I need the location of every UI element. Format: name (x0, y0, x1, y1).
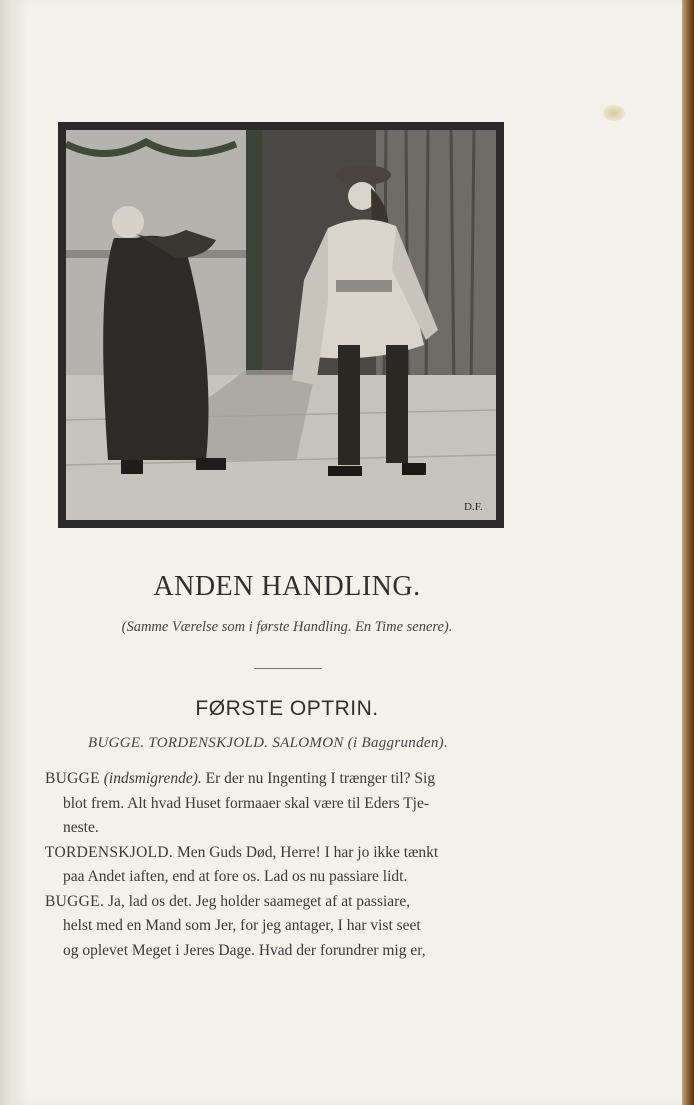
speaker-name: TORDENSKJOLD. (45, 843, 174, 861)
stage-direction: (Samme Værelse som i første Handling. En Time senere). (121, 619, 453, 635)
speaker-name: BUGGE. (45, 892, 105, 910)
speech-line: helst med en Mand som Jer, for jeg antager, I har vist seet (63, 917, 421, 934)
paper-stain (603, 105, 625, 121)
character-list: BUGGE. TORDENSKJOLD. SALOMON (i Baggrunden). (88, 735, 448, 751)
speech-line: Ja, lad os det. Jeg holder saameget af at passiare, (107, 892, 411, 910)
speech-line: Er der nu Ingenting I trænger til? Sig (205, 770, 436, 787)
speaker-name: BUGGE (45, 770, 100, 787)
scene-title: FØRSTE OPTRIN. (195, 697, 379, 720)
section-divider (254, 668, 322, 669)
stage-aside: (indsmigrende). (103, 770, 202, 787)
speech-line: blot frem. Alt hvad Huset formaaer skal være til Eders Tje- (63, 794, 430, 812)
act-title: ANDEN HANDLING. (153, 571, 421, 602)
speech-line: neste. (63, 819, 99, 836)
stage-scene-illustration (58, 122, 504, 528)
illustration-drawing (66, 130, 496, 520)
dialogue (45, 767, 532, 963)
svg-text:D.F.: D.F. (464, 501, 483, 513)
speech-line: og oplevet Meget i Jeres Dage. Hvad der forundrer mig er, (63, 941, 426, 959)
speech-line: paa Andet iaften, end at fore os. Lad os nu passiare lidt. (63, 868, 408, 885)
book-spine-edge (682, 0, 694, 1105)
speech-bugge-2 (45, 890, 532, 964)
speech-tordenskjold-1 (45, 841, 532, 890)
speech-bugge-1 (45, 767, 532, 841)
speech-line: Men Guds Død, Herre! I har jo ikke tænkt (176, 843, 439, 861)
page-left-edge (0, 0, 14, 1105)
